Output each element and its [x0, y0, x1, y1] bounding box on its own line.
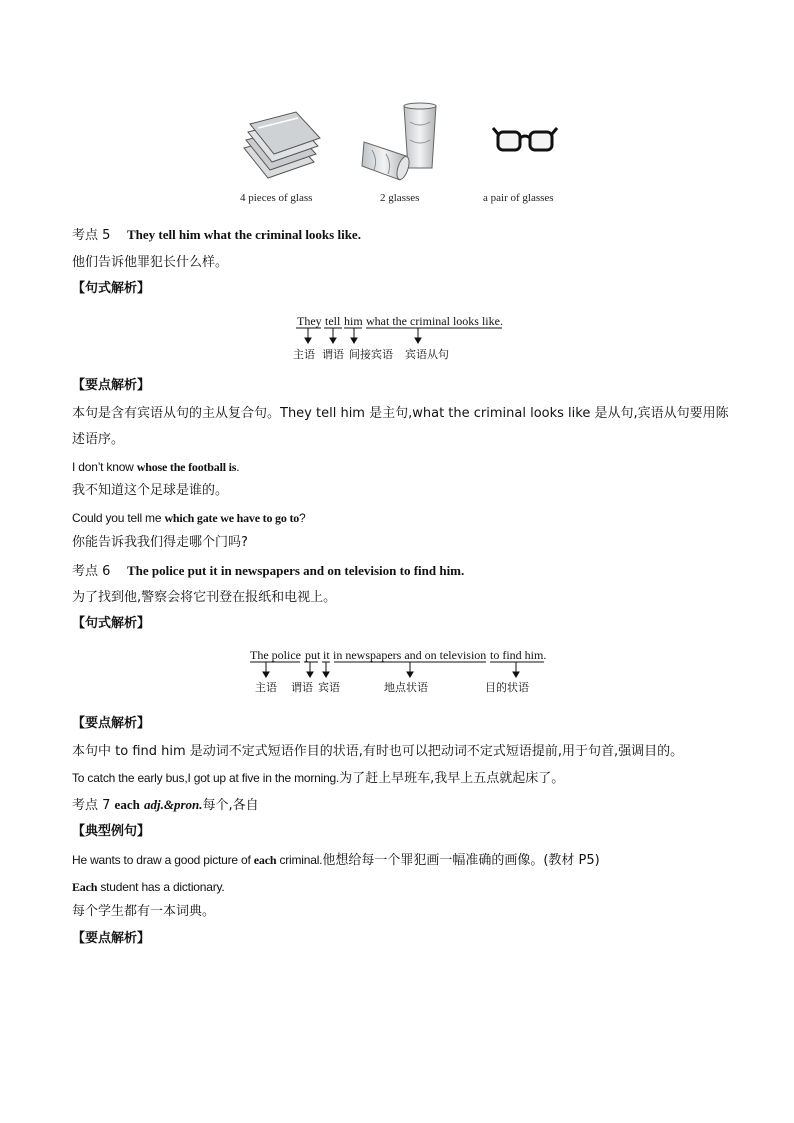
point7-example1-bold: each — [253, 853, 277, 867]
diag6-label-object: 宾语 — [318, 681, 340, 694]
diag6-word-verb: put — [305, 648, 321, 662]
point6-pattern-heading: 【句式解析】 — [72, 616, 151, 631]
point5-heading — [72, 226, 361, 245]
point7-word: each — [114, 797, 140, 812]
point5-example1-cn: 我不知道这个足球是谁的。 — [72, 483, 229, 498]
point5-example2-bold: which gate we have to go to — [164, 511, 300, 525]
point6-explain: 本句中 to find him 是动词不定式短语作目的状语,有时也可以把动词不定式短语提前,用于句首,强调目的。 — [72, 744, 684, 759]
point6-example — [72, 769, 564, 788]
point5-example2-cn: 你能告诉我我们得走哪个门吗? — [72, 535, 248, 550]
point5-pattern-heading: 【句式解析】 — [72, 281, 151, 296]
point5-explain-line1: 本句是含有宾语从句的主从复合句。They tell him 是主句,what the criminal looks like 是从句,宾语从句要用陈 — [72, 406, 729, 421]
diag6-word-place-adverbial: in newspapers and on television — [333, 648, 487, 662]
diag5-label-verb: 谓语 — [322, 348, 344, 361]
point7-example1 — [72, 851, 600, 870]
point6-points-heading: 【要点解析】 — [72, 716, 151, 731]
point7-example2 — [72, 878, 225, 896]
diag5-label-indirect-object: 间接宾语 — [349, 348, 393, 361]
point6-label: 考点 6 — [72, 564, 111, 579]
diag5-word-object-clause: what the criminal looks like. — [366, 314, 503, 328]
point5-points-heading: 【要点解析】 — [72, 378, 151, 393]
point7-pos: adj.&pron. — [143, 797, 203, 812]
point5-explain-line2: 述语序。 — [72, 432, 125, 447]
point7-example1-cn: 他想给每一个罪犯画一幅准确的画像。(教材 P5) — [322, 853, 600, 868]
diag6-label-subject: 主语 — [255, 681, 277, 694]
glasses-caption: 2 glasses — [380, 192, 420, 204]
diag5-word-subject: They — [297, 314, 322, 328]
point7-example1-end: criminal. — [276, 853, 323, 867]
point7-example2-bold: Each — [72, 880, 98, 894]
eyeglasses-image — [492, 124, 558, 158]
diag6-label-place-adverbial: 地点状语 — [384, 681, 428, 694]
point7-example1-text: He wants to draw a good picture of — [72, 853, 254, 867]
diag6-label-verb: 谓语 — [291, 681, 313, 694]
drinking-glasses-image — [360, 102, 442, 186]
diag5-label-object-clause: 宾语从句 — [405, 348, 449, 361]
point5-translation: 他们告诉他罪犯长什么样。 — [72, 255, 229, 270]
point5-example2-end: ? — [299, 511, 306, 525]
point5-example1-bold: whose the football is — [136, 460, 237, 474]
point5-example1-text: I don’t know — [72, 460, 137, 474]
diag6-word-object: it — [323, 648, 330, 662]
point6-example-cn: 为了赶上早班车,我早上五点就起床了。 — [339, 771, 565, 786]
point7-points-heading: 【要点解析】 — [72, 931, 151, 946]
point5-example2 — [72, 509, 306, 527]
point6-sentence: The police put it in newspapers and on television to find him. — [126, 563, 465, 578]
diag6-arrows — [246, 660, 550, 680]
diag6-word-purpose-adverbial: to find him. — [490, 648, 547, 662]
point5-example1 — [72, 458, 239, 476]
diag5-word-indirect-object: him — [344, 314, 363, 328]
glass-sheets-image — [238, 108, 324, 184]
point7-label: 考点 7 — [72, 798, 111, 813]
point6-example-en: To catch the early bus,I got up at five in the morning. — [72, 771, 340, 785]
glass-caption: 4 pieces of glass — [240, 192, 313, 204]
diag5-arrows — [290, 326, 510, 346]
point7-example2-cn: 每个学生都有一本词典。 — [72, 904, 216, 919]
pair-caption: a pair of glasses — [483, 192, 554, 204]
point5-label: 考点 5 — [72, 228, 111, 243]
diag5-label-subject: 主语 — [293, 348, 315, 361]
point7-examples-heading: 【典型例句】 — [72, 824, 151, 839]
point7-heading — [72, 796, 259, 815]
point5-example2-text: Could you tell me — [72, 511, 165, 525]
diag5-word-verb: tell — [325, 314, 341, 328]
point5-sentence: They tell him what the criminal looks like. — [126, 227, 361, 242]
point6-translation: 为了找到他,警察会将它刊登在报纸和电视上。 — [72, 590, 337, 605]
diag6-word-subject: The police — [250, 648, 301, 662]
point7-example2-text: student has a dictionary. — [97, 880, 225, 894]
point5-example1-end: . — [236, 460, 240, 474]
point7-meaning: 每个,各自 — [202, 798, 259, 813]
point6-heading — [72, 562, 464, 581]
diag6-label-purpose-adverbial: 目的状语 — [485, 681, 529, 694]
